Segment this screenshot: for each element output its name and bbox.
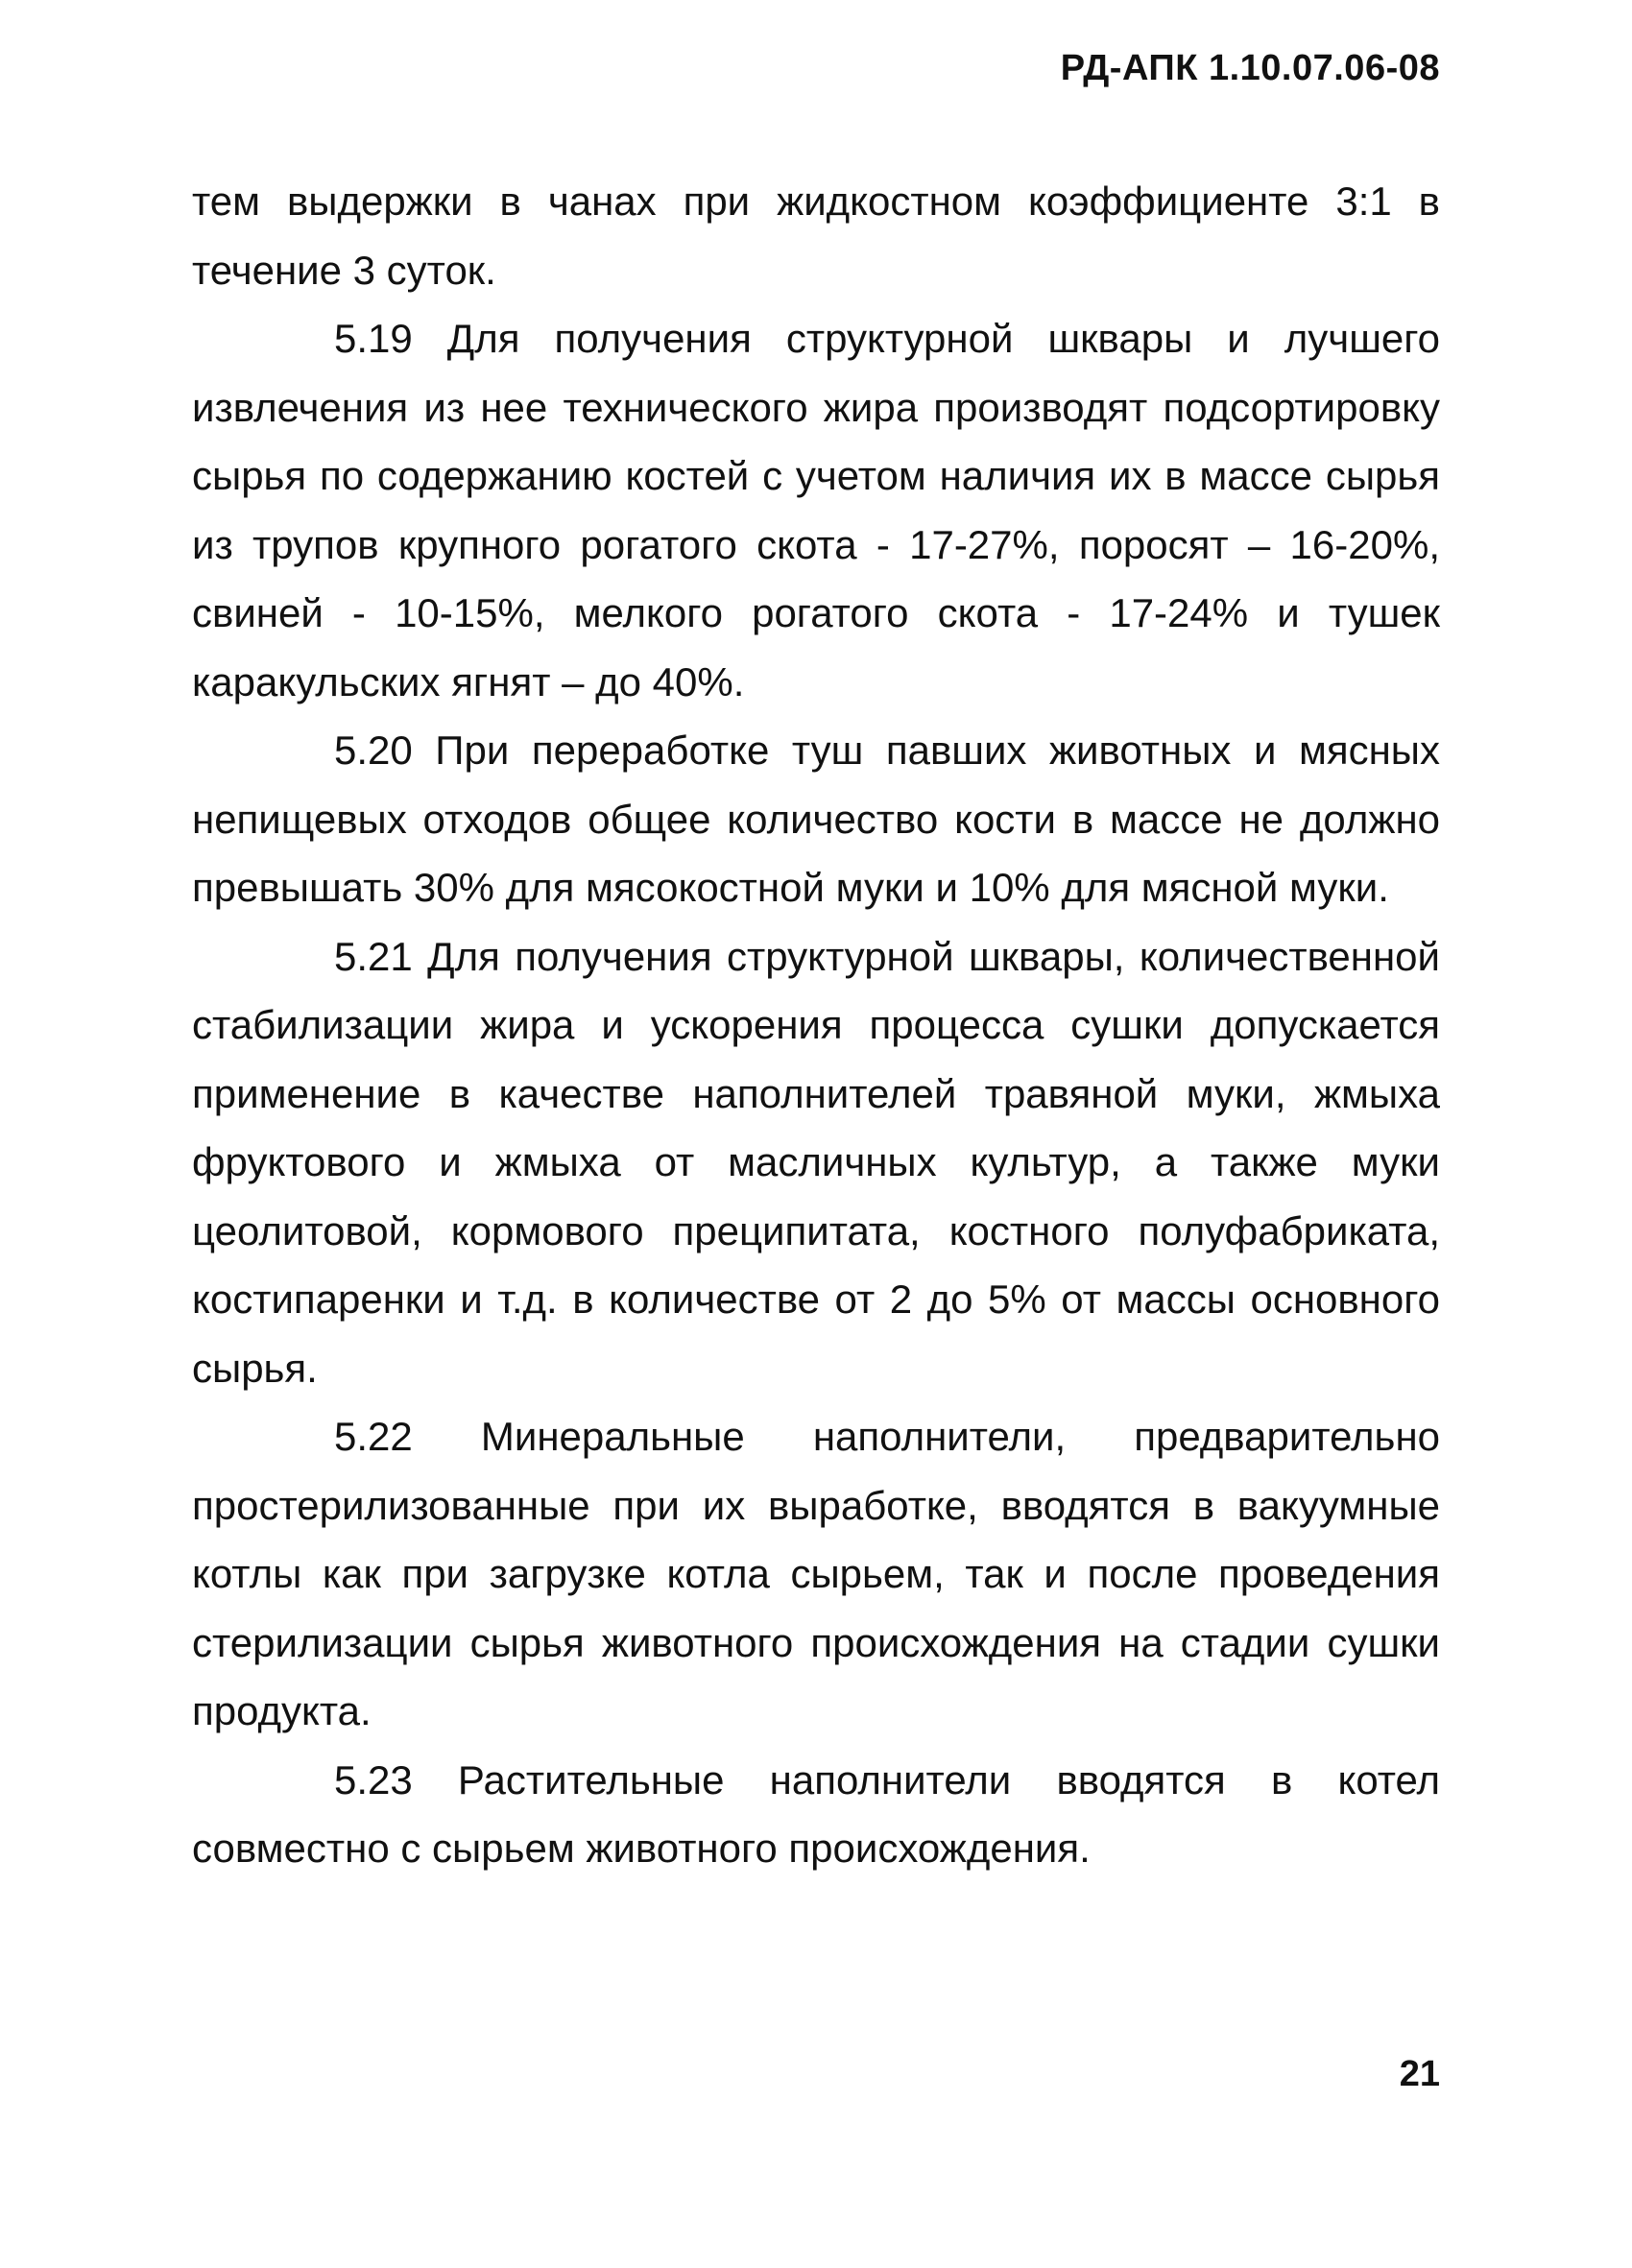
paragraph-5-23: 5.23 Растительные наполнители вводятся в котел совместно с сырьем животного происхождения. — [192, 1756, 1440, 1871]
paragraph-5-19: 5.19 Для получения структурной шквары и лучшего извлечения из нее технического жира производят подсортировку сырья по содержанию костей с учетом наличия их в массе сырья из трупов крупного рогатого скота - 17-27%, поросят – 16-20%, свиней - 10-15%, мелкого рогатого скота - 17-24% и тушек каракульских ягнят – до 40%. — [192, 316, 1440, 704]
paragraph-continuation: тем выдержки в чанах при жидкостном коэффициенте 3:1 в течение 3 суток. — [192, 179, 1440, 293]
paragraph-5-21: 5.21 Для получения структурной шквары, количественной стабилизации жира и ускорения процесса сушки допускается применение в качестве наполнителей травяной муки, жмыха фруктового и жмыха от масличных культур, а также муки цеолитовой, кормового преципитата, костного полуфабриката, костипаренки и т.д. в количестве от 2 до 5% от массы основного сырья. — [192, 933, 1440, 1391]
page-number: 21 — [1399, 2054, 1440, 2094]
body-text — [192, 167, 1440, 1883]
paragraph-5-20: 5.20 При переработке туш павших животных и мясных непищевых отходов общее количество кости в массе не должно превышать 30% для мясокостной муки и 10% для мясной муки. — [192, 728, 1440, 910]
paragraph-5-22: 5.22 Минеральные наполнители, предварительно простерилизованные при их выработке, вводятся в вакуумные котлы как при загрузке котла сырьем, так и после проведения стерилизации сырья животного происхождения на стадии сушки продукта. — [192, 1414, 1440, 1733]
document-code: РД-АПК 1.10.07.06-08 — [1060, 48, 1440, 88]
